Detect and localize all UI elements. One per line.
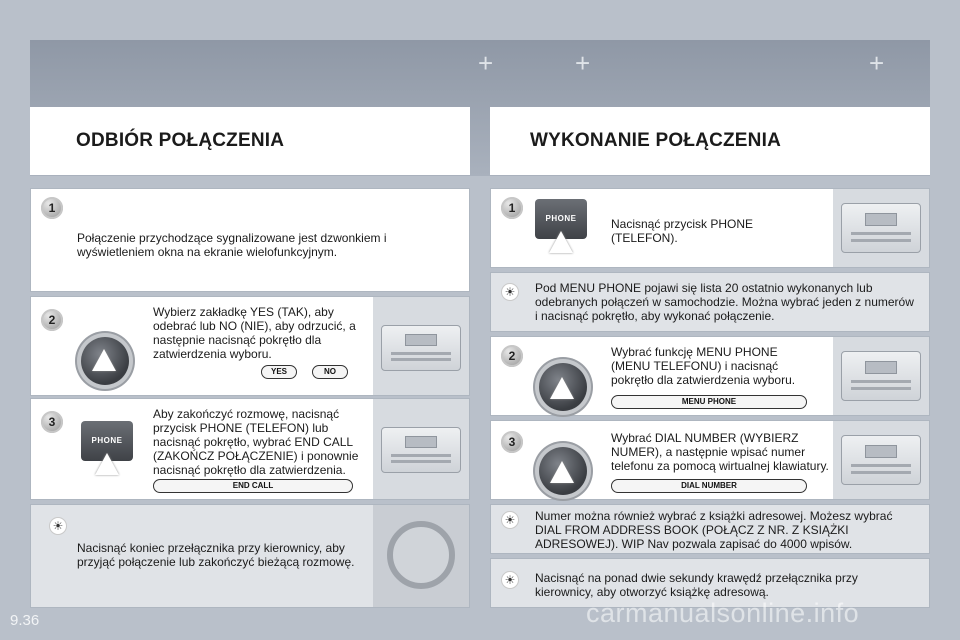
step-number-badge: 3: [501, 431, 523, 453]
right-step-2-card: [490, 336, 930, 416]
step-number-badge: 3: [41, 411, 63, 433]
step-number-badge: 1: [41, 197, 63, 219]
right-section-header: [490, 107, 930, 175]
left-step-1-text: Połączenie przychodzące sygnalizowane jest dzwonkiem i wyświetleniem okna na ekranie wielofunkcyjnym.: [77, 231, 387, 259]
left-step-2-text: Wybierz zakładkę YES (TAK), aby odebrać lub NO (NIE), aby odrzucić, a następnie nacisnąć pokrętło dla zatwierdzenia wyboru.: [153, 305, 356, 361]
tip-bulb-icon: ☀: [501, 511, 519, 529]
push-arrow-icon: [95, 453, 119, 475]
yes-tab[interactable]: YES: [261, 365, 297, 379]
radio-unit-icon: [381, 325, 461, 371]
radio-panel-illustration: [373, 399, 469, 499]
right-step-1-card: [490, 188, 930, 268]
radio-unit-icon: [841, 203, 921, 253]
push-arrow-icon: [549, 231, 573, 253]
end-call-option[interactable]: END CALL: [153, 479, 353, 493]
left-step-3-card: [30, 398, 470, 500]
right-section-title: WYKONANIE POŁĄCZENIA: [530, 130, 781, 151]
radio-panel-illustration: [833, 189, 929, 267]
phone-button[interactable]: PHONE: [535, 199, 587, 239]
steering-wheel-icon: [387, 521, 455, 589]
step-number-badge: 2: [501, 345, 523, 367]
radio-unit-icon: [841, 435, 921, 485]
radio-unit-icon: [841, 351, 921, 401]
dial-number-option[interactable]: DIAL NUMBER: [611, 479, 807, 493]
push-arrow-icon: [550, 377, 574, 399]
left-tip-card: [30, 504, 470, 608]
phone-button[interactable]: PHONE: [81, 421, 133, 461]
right-tip-1-card: [490, 272, 930, 332]
right-tip-2-card: [490, 504, 930, 554]
plus-decoration: +: [575, 48, 591, 78]
no-tab[interactable]: NO: [312, 365, 348, 379]
right-tip-3-text: Nacisnąć na ponad dwie sekundy krawędź przełącznika przy kierownicy, aby otworzyć książkę adresową.: [535, 571, 858, 599]
left-section-title: ODBIÓR POŁĄCZENIA: [76, 130, 285, 151]
rotate-arrow-icon: [541, 337, 577, 361]
left-step-3-text: Aby zakończyć rozmowę, nacisnąć przycisk PHONE (TELEFON) lub nacisnąć pokrętło, wybrać END CALL (ZAKOŃCZ POŁĄCZENIE) i ponownie nacisnąć pokrętło dla zatwierdzenia.: [153, 407, 359, 477]
right-step-2-text: Wybrać funkcję MENU PHONE (MENU TELEFONU) i nacisnąć pokrętło dla zatwierdzenia wyboru.: [611, 345, 796, 387]
rotate-arrow-icon: [541, 421, 577, 445]
push-arrow-icon: [550, 461, 574, 483]
radio-panel-illustration: [833, 421, 929, 499]
left-step-2-card: [30, 296, 470, 396]
step-number-badge: 2: [41, 309, 63, 331]
left-tip-text: Nacisnąć koniec przełącznika przy kierownicy, aby przyjąć połączenie lub zakończyć bieżącą rozmowę.: [77, 541, 355, 569]
plus-decoration: +: [869, 48, 885, 78]
right-step-1-text: Nacisnąć przycisk PHONE (TELEFON).: [611, 217, 754, 245]
rotate-arrow-icon: [85, 307, 121, 331]
right-step-3-text: Wybrać DIAL NUMBER (WYBIERZ NUMER), a następnie wpisać numer telefonu za pomocą wirtualnej klawiatury.: [611, 431, 829, 473]
tip-bulb-icon: ☀: [501, 283, 519, 301]
tip-bulb-icon: ☀: [49, 517, 67, 535]
radio-panel-illustration: [833, 337, 929, 415]
page-number: 9.36: [10, 612, 40, 629]
right-tip-2-text: Numer można również wybrać z książki adresowej. Możesz wybrać DIAL FROM ADDRESS BOOK (POŁĄCZ Z NR. Z KSIĄŻKI ADRESOWEJ). WIP Nav pozwala zapisać do 4000 wpisów.: [535, 509, 893, 551]
right-step-3-card: [490, 420, 930, 500]
watermark: carmanualsonline.info: [586, 598, 860, 628]
tip-bulb-icon: ☀: [501, 571, 519, 589]
right-tip-1-text: Pod MENU PHONE pojawi się lista 20 ostatnio wykonanych lub odebranych połączeń w samochodzie. Można wybrać jeden z numerów i nacisnąć pokrętło, aby wykonać połączenie.: [535, 281, 914, 323]
steering-wheel-illustration: [373, 505, 469, 607]
left-section-header: [30, 107, 470, 175]
plus-decoration: +: [478, 48, 494, 78]
menu-phone-option[interactable]: MENU PHONE: [611, 395, 807, 409]
radio-unit-icon: [381, 427, 461, 473]
step-number-badge: 1: [501, 197, 523, 219]
left-step-1-card: [30, 188, 470, 292]
push-arrow-icon: [92, 349, 116, 371]
radio-panel-illustration: [373, 297, 469, 395]
